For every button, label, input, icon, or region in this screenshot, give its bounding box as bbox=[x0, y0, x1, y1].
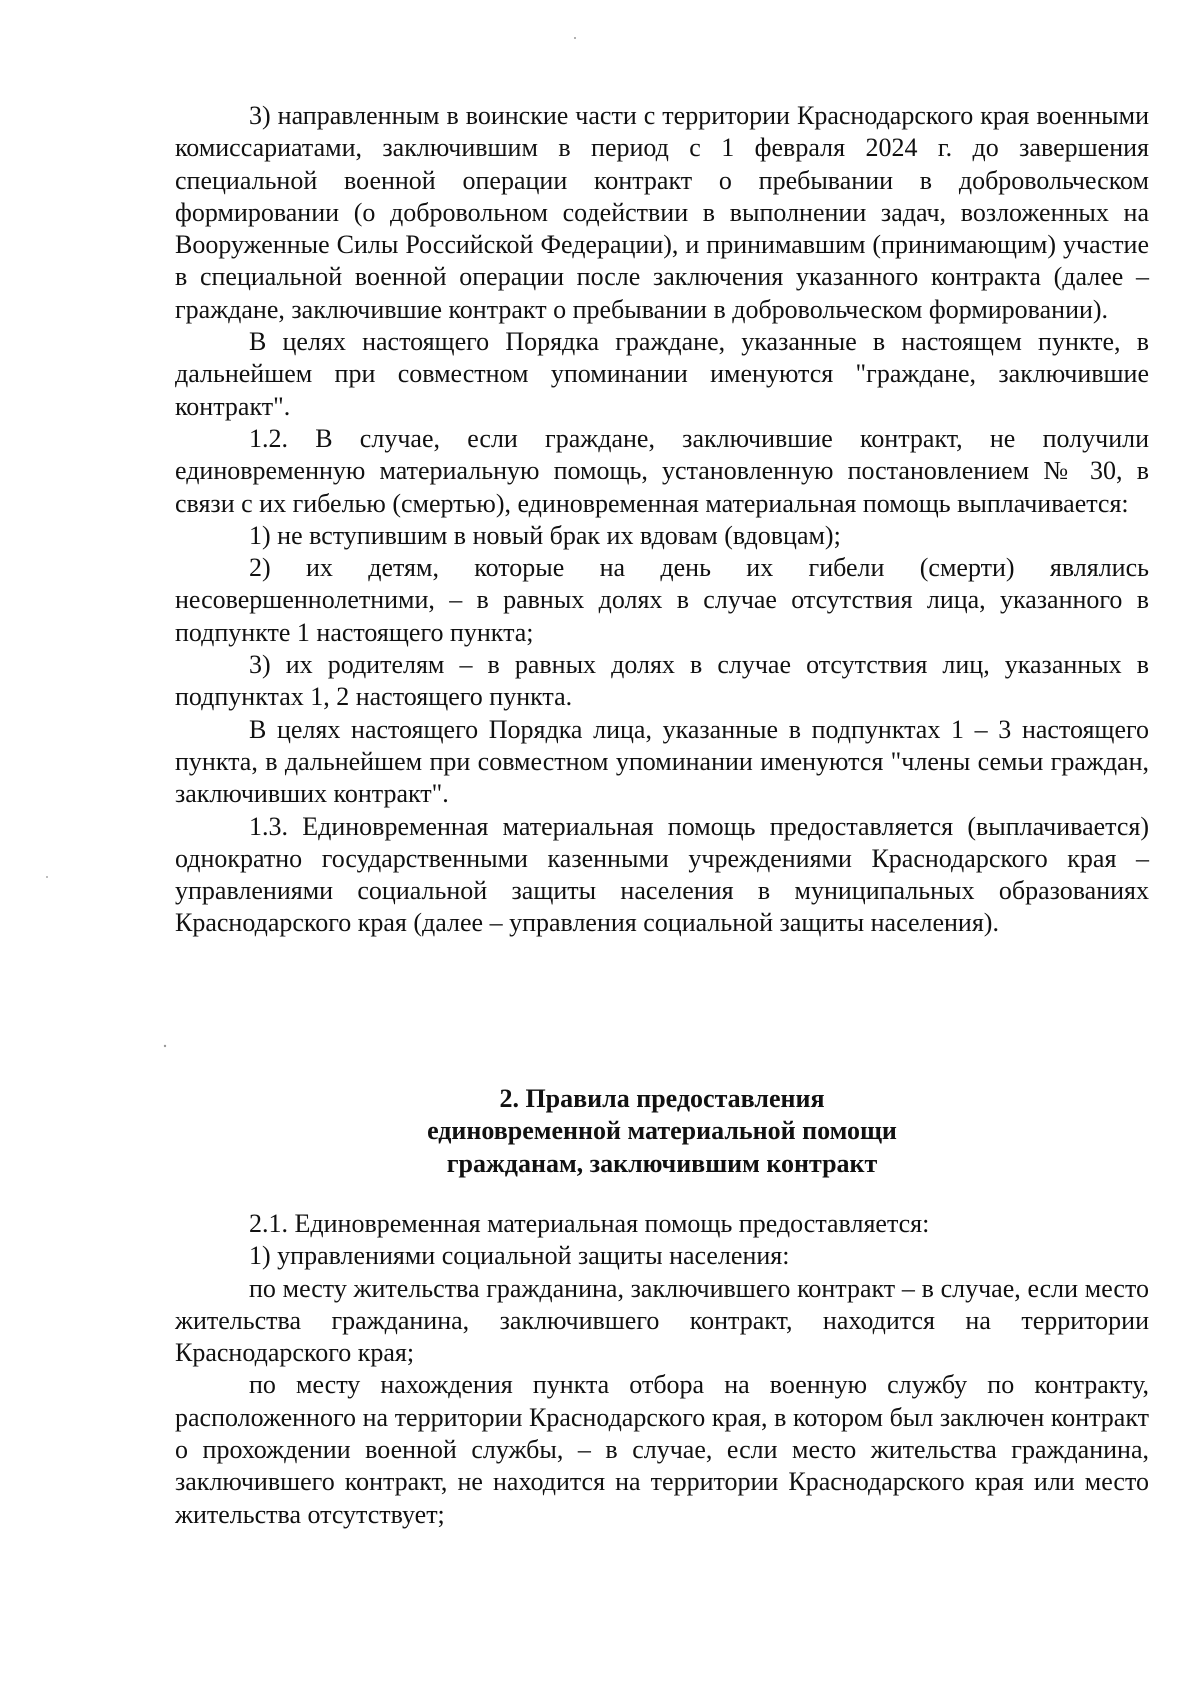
paragraph-1-2-item-2: 2) их детям, которые на день их гибели (смерти) являлись несовершеннолетними, – в равных долях в случае отсутствия лица, указанного в подпункте 1 настоящего пункта; bbox=[175, 553, 1149, 647]
paragraph-1-2: 1.2. В случае, если граждане, заключившие контракт, не получили единовременную материальную помощь, установленную постановлением № 30, в связи с их гибелью (смертью), единовременная материальная помощь выплачивается: bbox=[175, 423, 1149, 518]
paragraph-definition-family: В целях настоящего Порядка лица, указанные в подпунктах 1 – 3 настоящего пункта, в дальнейшем при совместном упоминании именуются "члены семьи граждан, заключивших контракт". bbox=[175, 714, 1149, 809]
heading-line-2: единовременной материальной помощи bbox=[427, 1116, 897, 1146]
heading-line-1: 2. Правила предоставления bbox=[499, 1084, 825, 1113]
paragraph-1-3: 1.3. Единовременная материальная помощь предоставляется (выплачивается) однократно государственными казенными учреждениями Краснодарского края – управлениями социальной защиты населения в муниципальных образованиях Краснодарского края (далее – управления социальной защиты населения). bbox=[175, 811, 1149, 938]
paragraph-2-1: 2.1. Единовременная материальная помощь предоставляется: bbox=[249, 1209, 930, 1238]
paragraph-item-3-volunteers: 3) направленным в воинские части с территории Краснодарского края военными комиссариатами, заключившим в период с 1 февраля 2024 г. до завершения специальной военной операции контракт о пребывании в добровольческом формировании (о добровольном содействии в выполнении задач, возложенных на Вооруженные Силы Российской Федерации), и принимавшим (принимающим) участие в специальной военной операции после заключения указанного контракта (далее – граждане, заключившие контракт о пребывании в добровольческом формировании). bbox=[175, 101, 1149, 324]
paragraph-residence: по месту жительства гражданина, заключившего контракт – в случае, если место жительства гражданина, заключившего контракт, находится на территории Краснодарского края; bbox=[175, 1273, 1149, 1368]
paragraph-selection-point: по месту нахождения пункта отбора на военную службу по контракту, расположенного на территории Краснодарского края, в котором был заключен контракт о прохождении военной службы, – в случае, если место жительства гражданина, заключившего контракт, не находится на территории Краснодарского края или место жительства отсутствует; bbox=[175, 1370, 1149, 1529]
heading-line-3: гражданам, заключившим контракт bbox=[446, 1148, 878, 1178]
paragraph-1-2-item-3: 3) их родителям – в равных долях в случае отсутствия лиц, указанных в подпунктах 1, 2 настоящего пункта. bbox=[175, 650, 1149, 712]
section-1-text bbox=[175, 100, 1149, 940]
section-2-heading bbox=[175, 1083, 1149, 1180]
paragraph-definition-citizens: В целях настоящего Порядка граждане, указанные в настоящем пункте, в дальнейшем при совместном упоминании именуются "граждане, заключившие контракт". bbox=[175, 327, 1149, 421]
paragraph-2-1-item-1: 1) управлениями социальной защиты населения: bbox=[249, 1241, 790, 1271]
section-2-text bbox=[175, 1208, 1149, 1531]
paragraph-1-2-item-1: 1) не вступившим в новый брак их вдовам (вдовцам); bbox=[249, 520, 841, 550]
